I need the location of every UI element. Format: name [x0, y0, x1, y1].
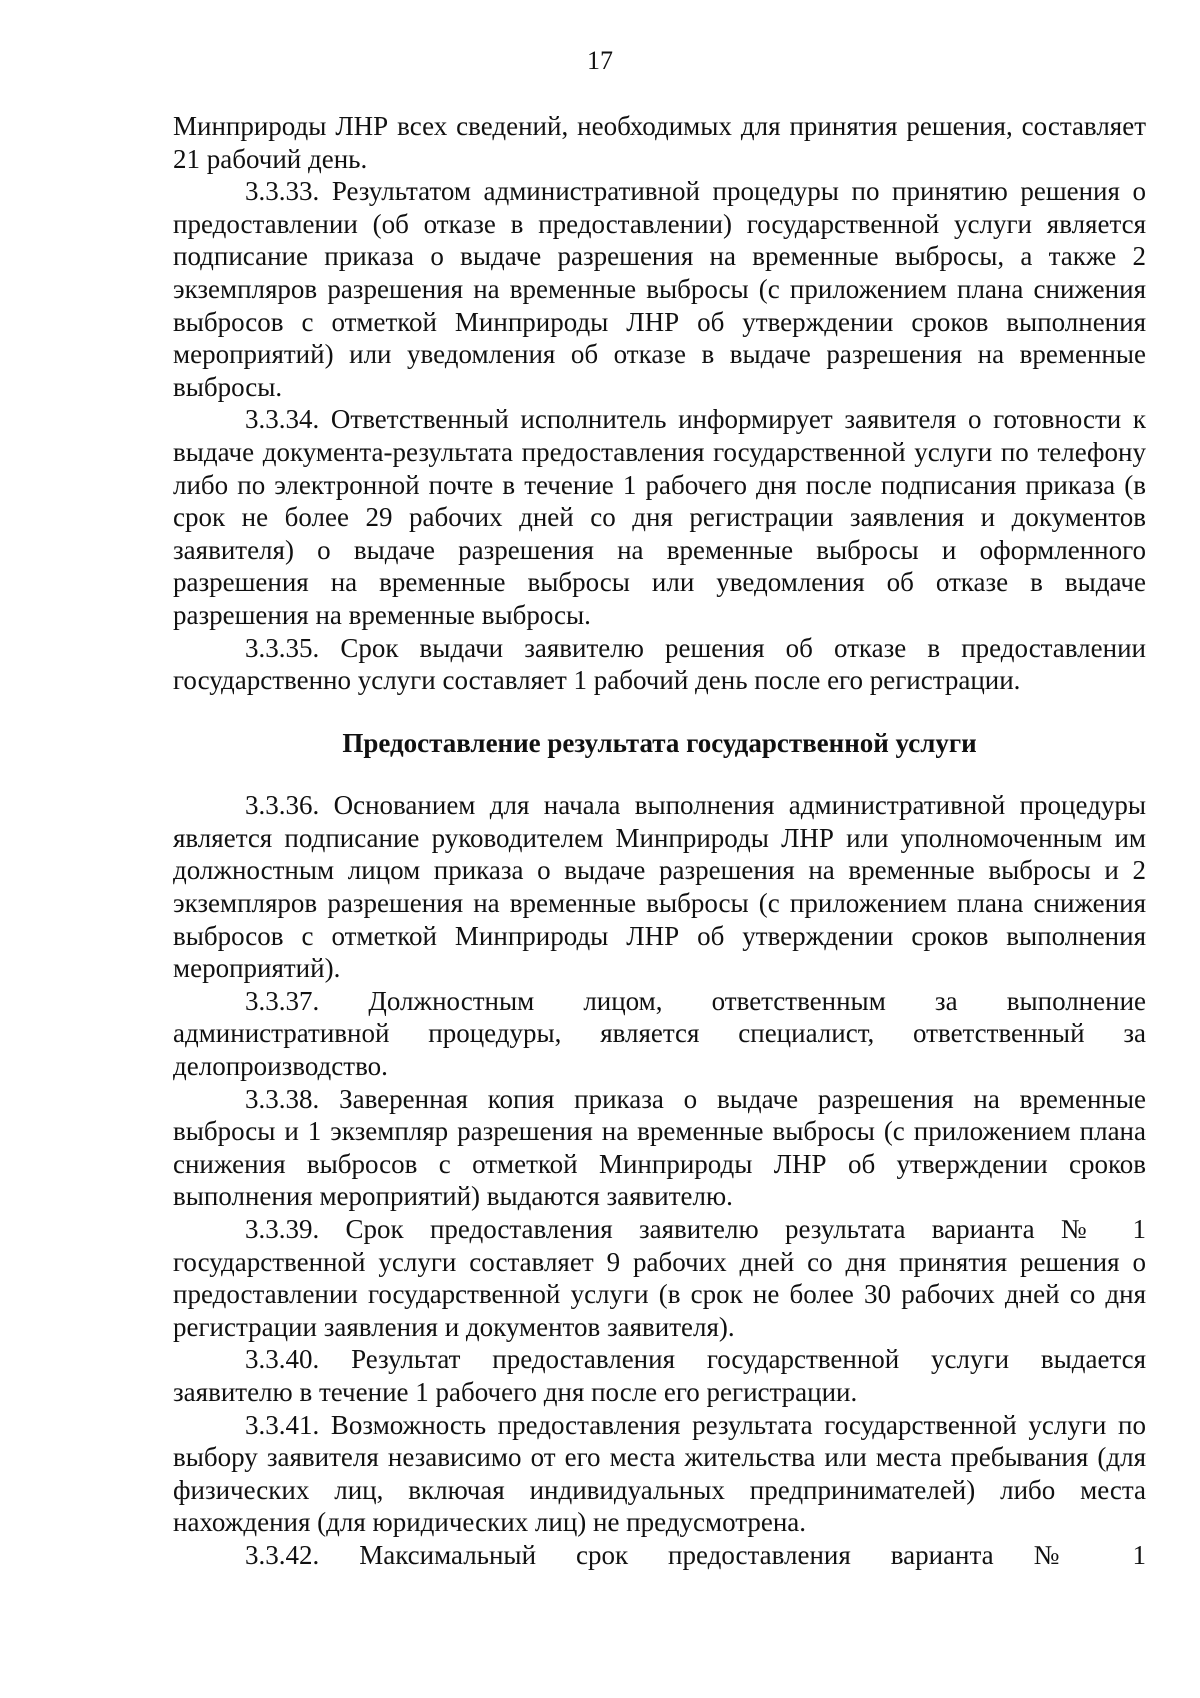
paragraph: Минприроды ЛНР всех сведений, необходимых для принятия решения, составляет 21 рабочий день. [173, 111, 1146, 174]
paragraph-3-3-36: 3.3.36. Основанием для начала выполнения административной процедуры является подписание руководителем Минприроды ЛНР или уполномоченным им должностным лицом приказа о выдаче разрешения на временные выбросы и 2 экземпляров разрешения на временные выбросы (с приложением плана снижения выбросов с отметкой Минприроды ЛНР об утверждении сроков выполнения мероприятий). [173, 790, 1146, 984]
paragraph-3-3-41: 3.3.41. Возможность предоставления результата государственной услуги по выбору заявителя независимо от его места жительства или места пребывания (для физических лиц, включая индивидуальных предпринимателей) либо места нахождения (для юридических лиц) не предусмотрена. [173, 1409, 1146, 1538]
paragraph-3-3-40: 3.3.40. Результат предоставления государственной услуги выдается заявителю в течение 1 рабочего дня после его регистрации. [173, 1344, 1146, 1407]
page-number: 17 [587, 46, 613, 75]
paragraph-3-3-35: 3.3.35. Срок выдачи заявителю решения об отказе в предоставлении государственно услуги составляет 1 рабочий день после его регистрации. [173, 632, 1146, 696]
paragraph-3-3-33: 3.3.33. Результатом административной процедуры по принятию решения о предоставлении (об отказе в предоставлении) государственной услуги является подписание приказа о выдаче разрешения на временные выбросы, а также 2 экземпляров разрешения на временные выбросы (с приложением плана снижения выбросов с отметкой Минприроды ЛНР об утверждении сроков выполнения мероприятий) или уведомления об отказе в выдаче разрешения на временные выбросы. [173, 176, 1146, 402]
paragraph-3-3-37: 3.3.37. Должностным лицом, ответственным за выполнение административной процедуры, является специалист, ответственный за делопроизводство. [173, 985, 1146, 1082]
section-heading: Предоставление результата государственной услуги [342, 727, 977, 758]
paragraph-3-3-34: 3.3.34. Ответственный исполнитель информирует заявителя о готовности к выдаче документа-результата предоставления государственной услуги по телефону либо по электронной почте в течение 1 рабочего дня после подписания приказа (в срок не более 29 рабочих дней со дня регистрации заявления и документов заявителя) о выдаче разрешения на временные выбросы и оформленного разрешения на временные выбросы или уведомления об отказе в выдаче разрешения на временные выбросы. [173, 404, 1146, 630]
paragraph-3-3-38: 3.3.38. Заверенная копия приказа о выдаче разрешения на временные выбросы и 1 экземпляр разрешения на временные выбросы (с приложением плана снижения выбросов с отметкой Минприроды ЛНР об утверждении сроков выполнения мероприятий) выдаются заявителю. [173, 1083, 1146, 1212]
document-body [173, 110, 1146, 1572]
paragraph-3-3-42: 3.3.42. Максимальный срок предоставления варианта № 1 [245, 1539, 1146, 1570]
paragraph-3-3-39: 3.3.39. Срок предоставления заявителю результата варианта № 1 государственной услуги составляет 9 рабочих дней со дня принятия решения о предоставлении государственной услуги (в срок не более 30 рабочих дней со дня регистрации заявления и документов заявителя). [173, 1214, 1146, 1342]
